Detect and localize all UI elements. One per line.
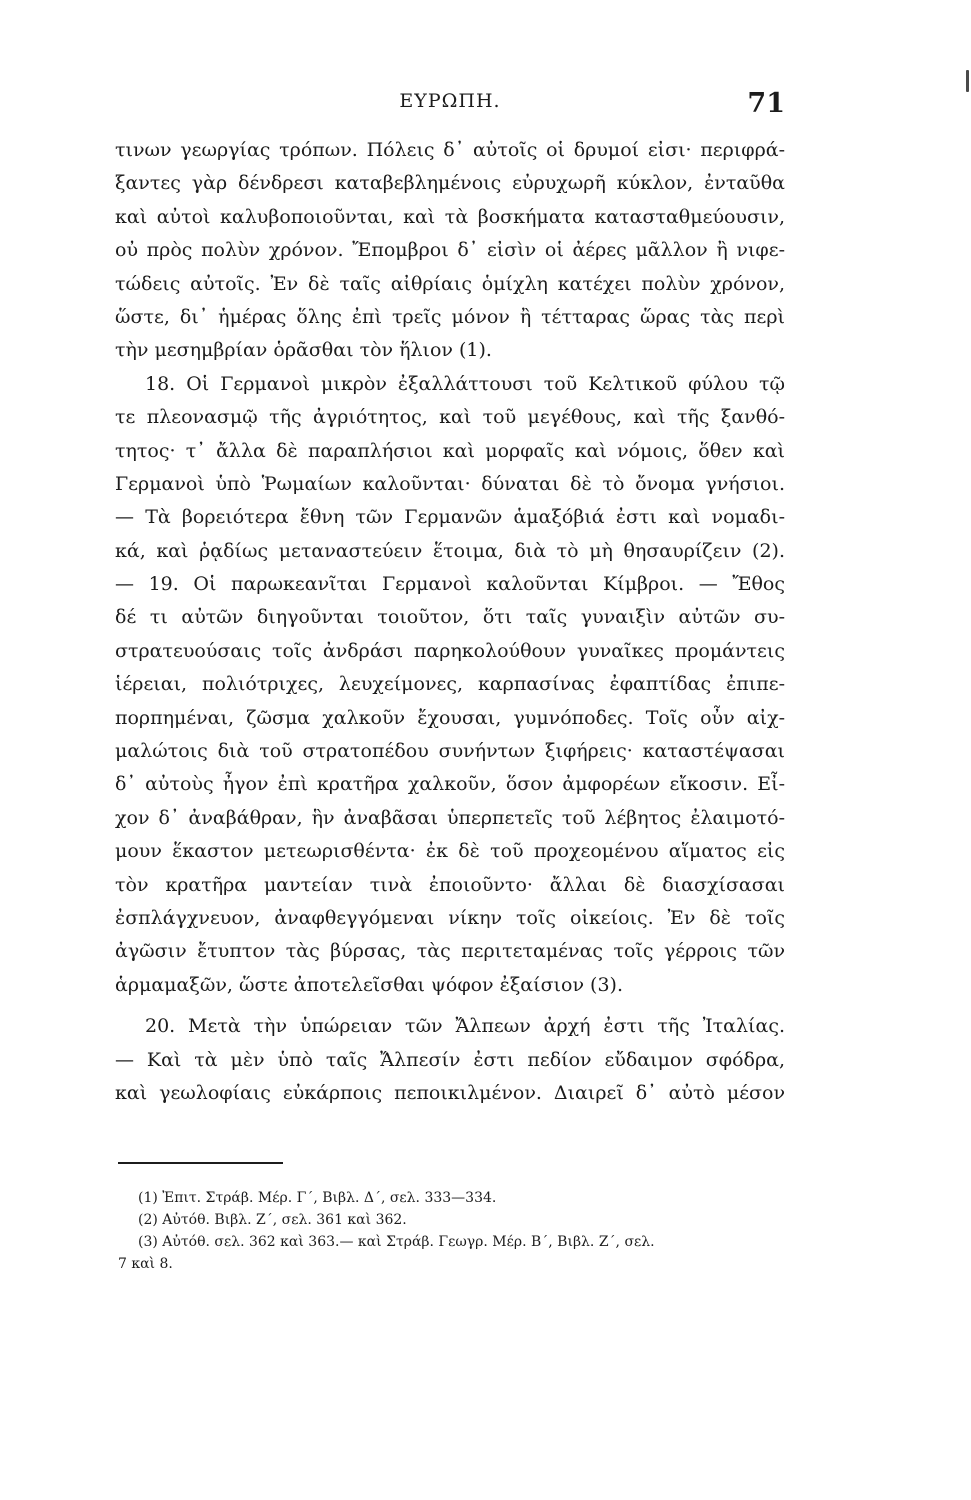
text-line: πορπημέναι, ζῶσμα χαλκοῦν ἔχουσαι, γυμνόποδες. Τοῖς οὖν αἰχ- — [115, 706, 785, 729]
text-line: δ᾽ αὐτοὺς ἦγον ἐπὶ κρατῆρα χαλκοῦν, ὅσον ἀμφορέων εἴκοσιν. Εἶ- — [115, 773, 785, 796]
text-line: ἱέρειαι, πολιότριχες, λευχείμονες, καρπασίνας ἐφαπτίδας ἐπιπε- — [115, 673, 785, 696]
footnote-2: (2) Αὐτόθ. Βιβλ. Ζ΄, σελ. 361 καὶ 362. — [138, 1212, 407, 1228]
text-line: τητος· τ᾽ ἄλλα δὲ παραπλήσιοι καὶ μορφαῖς καὶ νόμοις, ὅθεν καὶ — [115, 439, 785, 462]
text-line: χον δ᾽ ἀναβάθραν, ἣν ἀναβᾶσαι ὑπερπετεῖς τοῦ λέβητος ἐλαιμοτό- — [115, 806, 785, 829]
main-text — [115, 134, 785, 1110]
text-line: τινων γεωργίας τρόπων. Πόλεις δ᾽ αὐτοῖς οἱ δρυμοί εἰσι· περιφρά- — [115, 139, 785, 161]
section-20-start: 20. Μετὰ τὴν ὑπώρειαν τῶν Ἄλπεων ἀρχή ἐστι τῆς Ἰταλίας. — [145, 1015, 785, 1038]
text-line: οὐ πρὸς πολὺν χρόνον. Ἔπομβροι δ᾽ εἰσὶν οἱ ἀέρες μᾶλλον ἢ νιφε- — [115, 239, 785, 262]
text-line: ξαντες γὰρ δένδρεσι καταβεβλημένοις εὐρυχωρῆ κύκλον, ἐνταῦθα — [115, 172, 785, 195]
text-line: ἐσπλάγχνευον, ἀναφθεγγόμεναι νίκην τοῖς οἰκείοις. Ἐν δὲ τοῖς — [115, 906, 785, 929]
scan-edge-mark — [966, 70, 969, 92]
text-line: στρατευούσαις τοῖς ἀνδράσι παρηκολούθουν γυναῖκες προμάντεις — [115, 639, 785, 662]
footnote-divider — [118, 1162, 283, 1164]
text-line: καὶ γεωλοφίαις εὐκάρποις πεποικιλμένον. Διαιρεῖ δ᾽ αὐτὸ μέσον — [115, 1081, 785, 1104]
text-line: — Τὰ βορειότερα ἔθνη τῶν Γερμανῶν ἁμαξόβιά ἐστι καὶ νομαδι- — [115, 506, 785, 529]
section-19-start: — 19. Οἱ παρωκεανῖται Γερμανοὶ καλοῦνται Κίμβροι. — Ἔθος — [115, 573, 785, 596]
text-line: τὸν κρατῆρα μαντείαν τινὰ ἐποιοῦντο· ἄλλαι δὲ διασχίσασαι — [115, 873, 785, 896]
text-line: κά, καὶ ῥᾳδίως μεταναστεύειν ἕτοιμα, διὰ τὸ μὴ θησαυρίζειν (2). — [115, 539, 785, 562]
text-line: δέ τι αὐτῶν διηγοῦνται τοιοῦτον, ὅτι ταῖς γυναιξὶν αὐτῶν συ- — [115, 606, 785, 629]
text-line: τὴν μεσημβρίαν ὁρᾶσθαι τὸν ἥλιον (1). — [115, 339, 492, 362]
footnote-3-continuation: 7 καὶ 8. — [118, 1256, 173, 1272]
text-line: μουν ἕκαστον μετεωρισθέντα· ἐκ δὲ τοῦ προχεομένου αἵματος εἰς — [115, 840, 785, 863]
footnotes — [118, 1187, 785, 1275]
running-title: ΕΥΡΩΠΗ. — [399, 90, 501, 112]
running-head — [115, 88, 785, 118]
footnote-1: (1) Ἐπιτ. Στράβ. Μέρ. Γ΄, Βιβλ. Δ΄, σελ. 333—334. — [138, 1190, 497, 1206]
text-line: μαλώτοις διὰ τοῦ στρατοπέδου συνήντων ξιφήρεις· καταστέψασαι — [115, 740, 785, 763]
text-line: καὶ αὐτοὶ καλυβοποιοῦνται, καὶ τὰ βοσκήματα κατασταθμεύουσιν, — [115, 205, 785, 228]
text-line: ἀγῶσιν ἔτυπτον τὰς βύρσας, τὰς περιτεταμένας τοῖς γέρροις τῶν — [115, 940, 785, 963]
footnote-3: (3) Αὐτόθ. σελ. 362 καὶ 363.— καὶ Στράβ. Γεωγρ. Μέρ. Β΄, Βιβλ. Ζ΄, σελ. — [138, 1234, 655, 1250]
text-line: ἁρμαμαξῶν, ὥστε ἀποτελεῖσθαι ψόφον ἐξαίσιον (3). — [115, 973, 623, 996]
section-18-start: 18. Οἱ Γερμανοὶ μικρὸν ἐξαλλάττουσι τοῦ Κελτικοῦ φύλου τῷ — [145, 372, 785, 395]
text-line: τώδεις αὐτοῖς. Ἐν δὲ ταῖς αἰθρίαις ὁμίχλη κατέχει πολὺν χρόνον, — [115, 272, 785, 295]
text-line: τε πλεονασμῷ τῆς ἀγριότητος, καὶ τοῦ μεγέθους, καὶ τῆς ξανθό- — [115, 406, 785, 429]
text-line: ὥστε, δι᾽ ἡμέρας ὅλης ἐπὶ τρεῖς μόνον ἢ τέτταρας ὥρας τὰς περὶ — [115, 305, 785, 328]
text-line: Γερμανοὶ ὑπὸ Ῥωμαίων καλοῦνται· δύναται δὲ τὸ ὄνομα γνήσιοι. — [115, 472, 785, 495]
text-line: — Καὶ τὰ μὲν ὑπὸ ταῖς Ἄλπεσίν ἐστι πεδίον εὔδαιμον σφόδρα, — [115, 1048, 785, 1071]
page-number: 71 — [747, 88, 785, 119]
